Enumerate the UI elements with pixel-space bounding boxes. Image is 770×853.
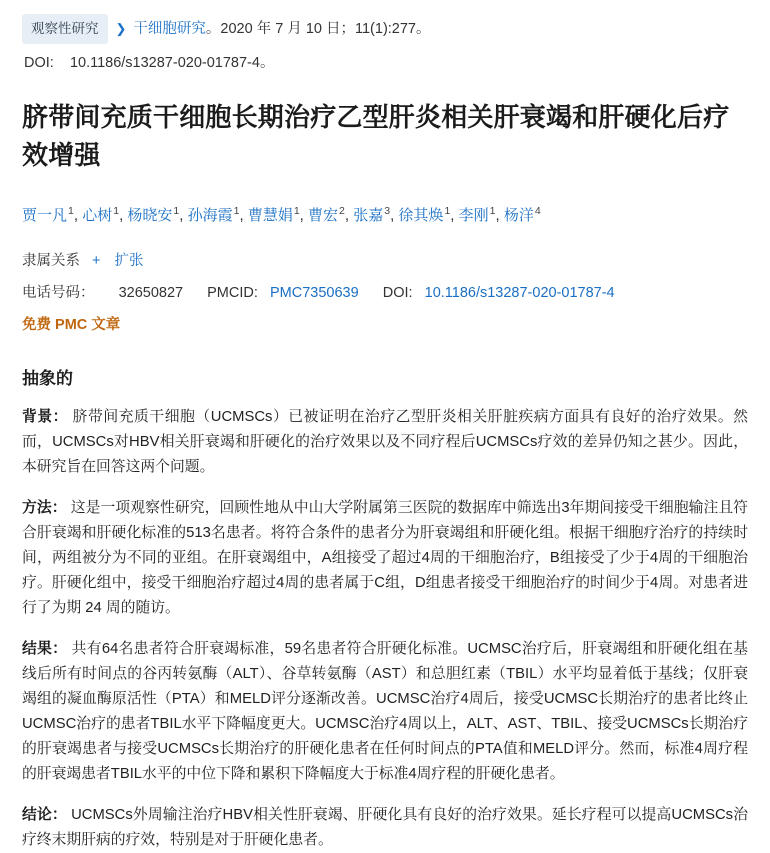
section-label: 方法： bbox=[22, 500, 67, 516]
affiliations-row bbox=[22, 249, 748, 270]
author-entry: 李刚$^1$, bbox=[458, 205, 504, 224]
author-affiliation-marker: 1 bbox=[293, 205, 300, 217]
page-title: 脐带间充质干细胞长期治疗乙型肝炎相关肝衰竭和肝硬化后疗效增强 bbox=[22, 102, 730, 170]
citation-doi-value: 10.1186/s13287-020-01787-4。 bbox=[69, 55, 275, 71]
author-affiliation-marker: 3 bbox=[384, 205, 391, 217]
section-label: 结果： bbox=[22, 641, 68, 657]
section-label: 结论： bbox=[22, 807, 67, 823]
author-link[interactable]: 曹宏 bbox=[308, 207, 339, 224]
author-entry: 孙海霞$^1$, bbox=[187, 205, 248, 224]
free-pmc-article-link[interactable]: 免费 PMC 文章 bbox=[22, 317, 121, 333]
author-entry: 心树$^1$, bbox=[82, 205, 128, 224]
author-affiliation-marker: 1 bbox=[173, 205, 180, 217]
author-link[interactable]: 杨洋 bbox=[503, 207, 534, 224]
author-entry: 徐其焕$^1$, bbox=[398, 205, 459, 224]
author-entry: 张嘉$^3$, bbox=[353, 205, 399, 224]
doi-label: DOI: bbox=[382, 285, 413, 301]
section-label: 背景： bbox=[22, 409, 69, 425]
author-entry: 贾一凡$^1$, bbox=[22, 205, 83, 224]
author-link[interactable]: 杨晓安 bbox=[127, 207, 173, 224]
pmcid-label: PMCID: bbox=[207, 285, 258, 301]
author-link[interactable]: 贾一凡 bbox=[22, 207, 68, 224]
author-link[interactable]: 徐其焕 bbox=[398, 207, 444, 224]
section-text: 这是一项观察性研究，回顾性地从中山大学附属第三医院的数据库中筛选出3年期间接受干细胞输注且符合肝衰竭和肝硬化标准的513名患者。将符合条件的患者分为肝衰竭组和肝硬化组。根据干细胞疗治疗的持续时间，两组被分为不同的亚组。在肝衰竭组中，A组接受了超过4周的干细胞治疗，B组接受了少于4周的干细胞治疗。肝硬化组中，接受干细胞治疗超过4周的患者属于C组，D组患者接受干细胞治疗的时间少于4周。对患者进行了为期 24 周的随访。 bbox=[22, 500, 748, 616]
abstract-section-background bbox=[22, 405, 748, 480]
journal-link[interactable]: 干细胞研究 bbox=[133, 21, 206, 37]
author-link[interactable]: 心树 bbox=[82, 207, 113, 224]
citation-doi-label: DOI: bbox=[24, 55, 54, 71]
author-affiliation-marker: 1 bbox=[489, 205, 496, 217]
abstract-section-results bbox=[22, 637, 748, 787]
author-list bbox=[22, 198, 748, 229]
pmid-label: 电话号码： bbox=[22, 285, 95, 301]
plus-icon[interactable]: + bbox=[92, 253, 101, 269]
section-text: 脐带间充质干细胞（UCMSCs）已被证明在治疗乙型肝炎相关肝脏疾病方面具有良好的治疗效果。然而，UCMSCs对HBV相关肝衰竭和肝硬化的治疗效果以及不同疗程后UCMSCs疗效的差异仍知之甚少。因此，本研究旨在回答这两个问题。 bbox=[22, 409, 748, 475]
identifiers-row bbox=[22, 281, 748, 302]
citation-details: 。2020 年 7 月 10 日；11(1):277。 bbox=[205, 21, 431, 37]
affiliations-label: 隶属关系 bbox=[22, 253, 80, 269]
author-link[interactable]: 李刚 bbox=[458, 207, 489, 224]
citation-doi-row bbox=[22, 51, 748, 72]
author-link[interactable]: 孙海霞 bbox=[187, 207, 233, 224]
author-affiliation-marker: 1 bbox=[233, 205, 240, 217]
abstract-section-conclusions bbox=[22, 803, 748, 853]
author-link[interactable]: 张嘉 bbox=[353, 207, 384, 224]
chevron-right-icon: ❯ bbox=[115, 21, 127, 36]
author-link[interactable]: 曹慧娟 bbox=[247, 207, 293, 224]
pmcid-link[interactable]: PMC7350639 bbox=[269, 285, 359, 301]
author-affiliation-marker: 1 bbox=[113, 205, 120, 217]
publication-type-badge[interactable]: 观察性研究 bbox=[22, 14, 108, 44]
section-text: 共有64名患者符合肝衰竭标准，59名患者符合肝硬化标准。UCMSC治疗后，肝衰竭组和肝硬化组在基线后所有时间点的谷丙转氨酶（ALT）、谷草转氨酶（AST）和总胆红素（TBIL）水平均显着低于基线；仅肝衰竭组的凝血酶原活性（PTA）和MELD评分逐渐改善。UCMSC治疗4周后，接受UCMSC长期治疗的患者比终止UCMSC治疗的患者TBIL水平下降幅度更大。UCMSC治疗4周以上，ALT、AST、TBIL、接受UCMSCs长期治疗的肝衰竭患者与接受UCMSCs长期治疗的肝硬化患者在任何时间点的PTA值和MELD评分。然而，标准4周疗程的肝衰竭患者TBIL水平的中位下降和累积下降幅度大于标准4周疗程的肝硬化患者。 bbox=[22, 641, 748, 782]
author-entry: 曹宏$^2$, bbox=[308, 205, 354, 224]
author-entry: 曹慧娟$^1$, bbox=[247, 205, 309, 224]
author-entry: 杨晓安$^1$, bbox=[127, 205, 188, 224]
author-affiliation-marker: 1 bbox=[68, 205, 74, 217]
author-entry bbox=[504, 207, 541, 224]
abstract-heading: 抽象的 bbox=[22, 369, 73, 388]
author-affiliation-marker: 2 bbox=[339, 205, 345, 217]
author-affiliation-marker: 1 bbox=[444, 205, 451, 217]
author-affiliation-marker: 4 bbox=[534, 205, 541, 217]
abstract-section-methods bbox=[22, 496, 748, 621]
citation-row bbox=[22, 14, 748, 44]
pmid-value: 32650827 bbox=[118, 285, 184, 301]
section-text: UCMSCs外周输注治疗HBV相关性肝衰竭、肝硬化具有良好的治疗效果。延长疗程可以提高UCMSCs治疗终末期肝病的疗效，特别是对于肝硬化患者。 bbox=[22, 807, 748, 848]
expand-affiliations-button[interactable]: 扩张 bbox=[114, 253, 144, 269]
doi-link[interactable]: 10.1186/s13287-020-01787-4 bbox=[424, 285, 615, 301]
